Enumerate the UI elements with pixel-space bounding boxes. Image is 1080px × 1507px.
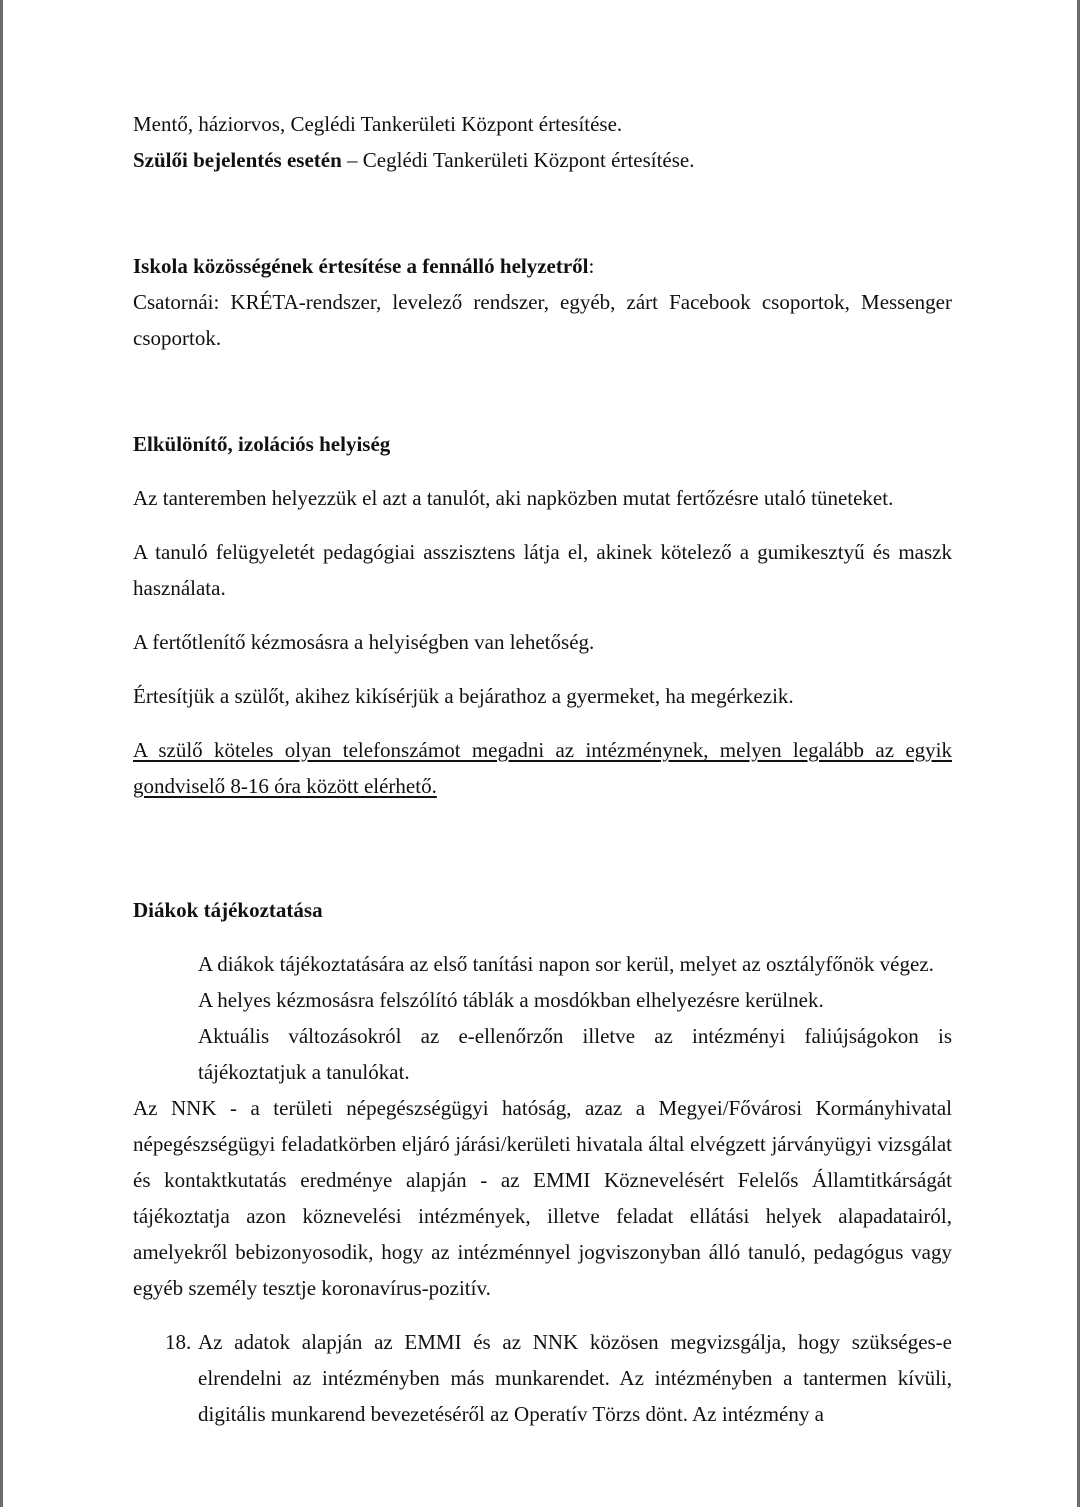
parent-report-label: Szülői bejelentés esetén bbox=[133, 148, 342, 172]
parent-report-text: – Ceglédi Tankerületi Központ értesítése. bbox=[341, 148, 695, 172]
channels-paragraph: Csatornái: KRÉTA-rendszer, levelező rendszer, egyéb, zárt Facebook csoportok, Messenger csoportok. bbox=[133, 290, 952, 350]
isolation-paragraph-3: A fertőtlenítő kézmosásra a helyiségben van lehetőség. bbox=[133, 630, 595, 654]
nnk-paragraph: Az NNK - a területi népegészségügyi hatóság, azaz a Megyei/Fővárosi Kormányhivatal népegészségügyi feladatkörben eljáró járási/kerületi hivatala által elvégzett járványügyi vizsgálat és kontaktkutatás eredménye alapján - az EMMI Köznevelésért Felelős Államtitkárságát tájékoztatja azon köznevelési intézmények, illetve feladat ellátási helyek alapadatairól, amelyekről bebizonyosodik, hogy az intézménnyel jogviszonyban álló tanuló, pedagógus vagy egyéb személy tesztje koronavírus-pozitív. bbox=[133, 1096, 952, 1300]
notification-line: Mentő, háziorvos, Ceglédi Tankerületi Központ értesítése. bbox=[133, 112, 623, 136]
section-heading-students: Diákok tájékoztatása bbox=[133, 898, 323, 922]
section-heading-community bbox=[133, 248, 952, 284]
parent-report-line bbox=[133, 142, 952, 178]
students-info-list bbox=[133, 946, 952, 1090]
list-item: A diákok tájékoztatására az első tanítási napon sor kerül, melyet az osztályfőnök végez. bbox=[198, 952, 934, 976]
item-number: 18. bbox=[165, 1330, 192, 1354]
isolation-paragraph-1: Az tanteremben helyezzük el azt a tanulót, aki napközben mutat fertőzésre utaló tüneteket. bbox=[133, 486, 894, 510]
list-item: Aktuális változásokról az e-ellenőrzőn illetve az intézményi faliújságokon is tájékoztatjuk a tanulókat. bbox=[198, 1024, 952, 1084]
section-heading-community-colon: : bbox=[588, 254, 595, 278]
section-heading-community-text: Iskola közösségének értesítése a fennálló helyzetről bbox=[133, 254, 589, 278]
list-item: A helyes kézmosásra felszólító táblák a mosdókban elhelyezésre kerülnek. bbox=[198, 988, 824, 1012]
numbered-item-18 bbox=[133, 1324, 952, 1432]
isolation-paragraph-5: A szülő köteles olyan telefonszámot megadni az intézménynek, melyen legalább az egyik gondviselő 8-16 óra között elérhető. bbox=[133, 738, 952, 798]
isolation-paragraph-4: Értesítjük a szülőt, akihez kikísérjük a bejárathoz a gyermeket, ha megérkezik. bbox=[133, 684, 794, 708]
item-18-text: Az adatok alapján az EMMI és az NNK közösen megvizsgálja, hogy szükséges-e elrendelni az intézményben más munkarendet. Az intézményben a tantermen kívüli, digitális munkarend bevezetéséről az Operatív Törzs dönt. Az intézmény a bbox=[198, 1330, 952, 1426]
section-heading-isolation: Elkülönítő, izolációs helyiség bbox=[133, 432, 391, 456]
document-body bbox=[133, 106, 952, 1432]
isolation-paragraph-2: A tanuló felügyeletét pedagógiai asszisztens látja el, akinek kötelező a gumikesztyű és maszk használata. bbox=[133, 540, 952, 600]
